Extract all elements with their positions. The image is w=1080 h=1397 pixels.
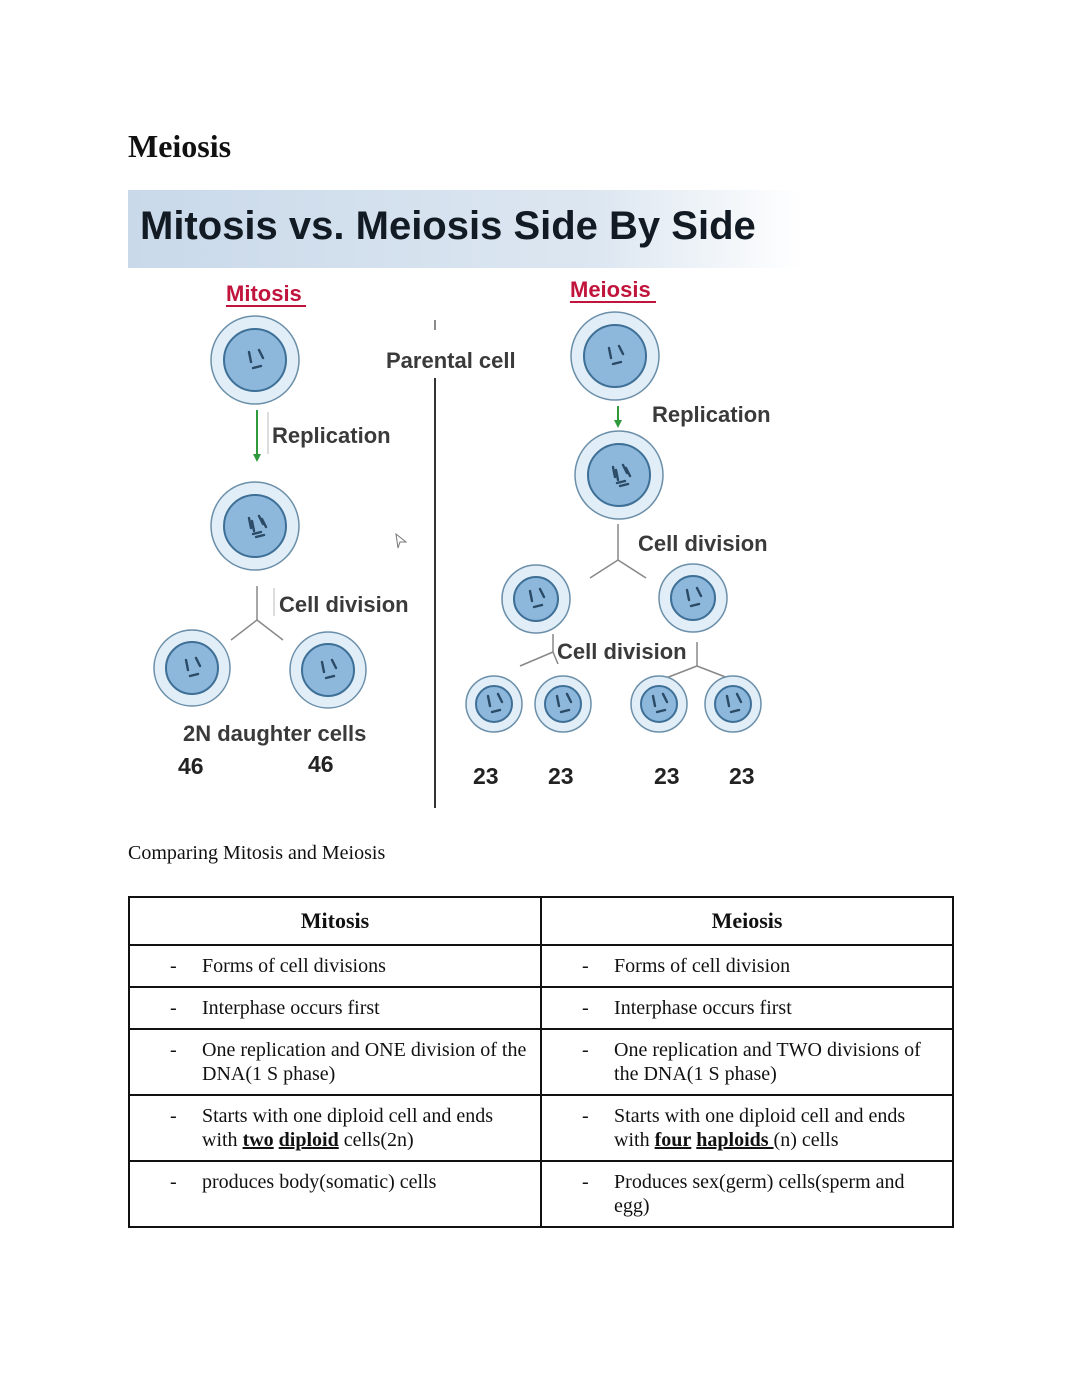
bullet: - <box>170 997 177 1019</box>
mitosis-cell-prefix: Starts with one diploid cell and ends with <box>202 1105 494 1151</box>
table-row <box>129 1095 953 1161</box>
table-caption: Comparing Mitosis and Meiosis <box>128 842 386 864</box>
meiosis-column-header: Meiosis <box>541 897 953 945</box>
mitosis-cell: produces body(somatic) cells <box>202 1171 437 1193</box>
meiosis-secondary-cell-2 <box>659 564 727 632</box>
meiosis-cell-suffix: (n) cells <box>773 1129 839 1151</box>
mitosis-replication-label: Replication <box>272 423 391 448</box>
table-header-row <box>129 897 953 945</box>
table-row <box>129 987 953 1029</box>
meiosis-cell-prefix: Starts with one diploid cell and ends with <box>614 1105 906 1151</box>
daughter-cells-label: 2N daughter cells <box>183 721 367 746</box>
bullet: - <box>582 1105 589 1127</box>
bullet: - <box>582 955 589 977</box>
table-row <box>129 1161 953 1227</box>
mitosis-count-1: 46 <box>178 753 204 779</box>
meiosis-replication-label: Replication <box>652 402 771 427</box>
mitosis-count-2: 46 <box>308 751 334 777</box>
mitosis-cell: One replication and ONE division of the DNA(1 S phase) <box>202 1039 527 1085</box>
bullet: - <box>582 1171 589 1193</box>
meiosis-cell-bold-count: four <box>654 1129 692 1151</box>
mitosis-parent-cell <box>211 316 299 404</box>
meiosis-cell-bold-ploidy: haploids <box>696 1129 774 1151</box>
meiosis-replicated-cell <box>575 431 663 519</box>
meiosis-cell: One replication and TWO divisions of the DNA(1 S phase) <box>614 1039 921 1085</box>
table-row <box>129 1029 953 1095</box>
mitosis-meiosis-figure <box>128 188 808 808</box>
mitosis-cell-bold-count: two <box>242 1129 274 1151</box>
meiosis-count-3: 23 <box>654 763 680 789</box>
meiosis-parent-cell <box>571 312 659 400</box>
meiosis-cell-division-label-1: Cell division <box>638 531 768 556</box>
bullet: - <box>170 955 177 977</box>
meiosis-gamete-cell-4 <box>705 676 761 732</box>
bullet: - <box>582 1039 589 1061</box>
bullet: - <box>170 1039 177 1061</box>
meiosis-count-2: 23 <box>548 763 574 789</box>
meiosis-cell: Forms of cell division <box>614 955 791 977</box>
meiosis-count-1: 23 <box>473 763 499 789</box>
mitosis-cell-suffix: cells(2n) <box>338 1129 414 1151</box>
mitosis-cell: Interphase occurs first <box>202 997 380 1019</box>
mitosis-heading: Mitosis <box>226 281 302 306</box>
mitosis-daughter-cell-1 <box>154 630 230 706</box>
meiosis-gamete-cell-1 <box>466 676 522 732</box>
meiosis-cell: Interphase occurs first <box>614 997 792 1019</box>
mitosis-cell-division-label: Cell division <box>279 592 409 617</box>
parental-cell-label: Parental cell <box>386 348 516 373</box>
meiosis-count-4: 23 <box>729 763 755 789</box>
meiosis-gamete-cell-3 <box>631 676 687 732</box>
meiosis-secondary-cell-1 <box>502 565 570 633</box>
mitosis-daughter-cell-2 <box>290 632 366 708</box>
mitosis-column-header: Mitosis <box>129 897 541 945</box>
bullet: - <box>170 1105 177 1127</box>
table-row <box>129 945 953 987</box>
figure-diagram <box>128 188 808 808</box>
mitosis-cell: Forms of cell divisions <box>202 955 386 977</box>
comparison-table <box>128 896 954 1228</box>
mitosis-cell <box>202 1104 532 1152</box>
mitosis-replicated-cell <box>211 482 299 570</box>
page-title: Meiosis <box>128 128 232 164</box>
figure-banner-title: Mitosis vs. Meiosis Side By Side <box>140 204 756 248</box>
meiosis-cell-division-label-2: Cell division <box>557 639 687 664</box>
meiosis-gamete-cell-2 <box>535 676 591 732</box>
mitosis-cell-bold-ploidy: diploid <box>278 1129 339 1151</box>
meiosis-cell <box>614 1104 944 1152</box>
meiosis-cell: Produces sex(germ) cells(sperm and egg) <box>614 1171 905 1217</box>
bullet: - <box>170 1171 177 1193</box>
meiosis-heading: Meiosis <box>570 277 651 302</box>
bullet: - <box>582 997 589 1019</box>
